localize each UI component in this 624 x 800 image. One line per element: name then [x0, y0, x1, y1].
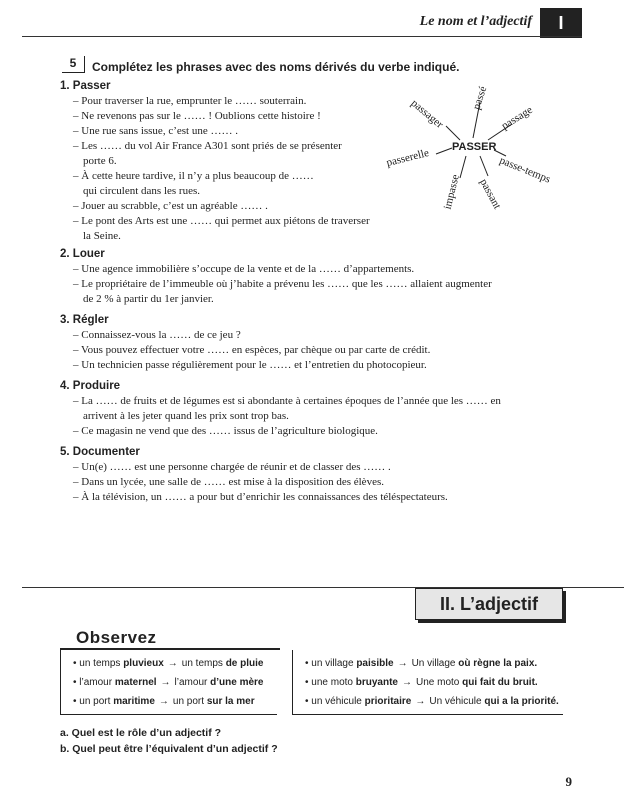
diagram-line	[460, 156, 466, 178]
exercise-item	[73, 262, 492, 277]
item-text: – Jouer au scrabble, c’est un agréable …… .	[73, 200, 268, 212]
example-equivalent: sur la mer	[206, 696, 255, 707]
exercise-item	[73, 169, 370, 199]
item-text: – Une agence immobilière s’occupe de la vente et de la …… d’appartements.	[73, 263, 415, 275]
diagram-word: passé	[470, 84, 490, 112]
verb-label: Documenter	[72, 446, 140, 458]
observez-box-right	[292, 650, 563, 715]
example-text: un temps	[181, 658, 226, 669]
section-number: 3.	[60, 314, 70, 326]
example-adjective: prioritaire	[364, 696, 412, 707]
exercise-section	[60, 446, 448, 505]
exercise-number: 5	[62, 56, 85, 73]
word-family-diagram	[380, 80, 570, 230]
exercise-item	[73, 460, 448, 475]
item-text: de 2 % à partir du 1er janvier.	[83, 293, 214, 305]
exercise-item	[73, 199, 370, 214]
item-text: – Dans un lycée, une salle de …… est mise à la disposition des élèves.	[73, 476, 384, 488]
item-text: – Un technicien passe régulièrement pour le …… et l’entretien du photocopieur.	[73, 359, 427, 371]
diagram-word: passe-temps	[497, 154, 553, 186]
item-text: – Ne revenons pas sur le …… ! Oublions cette histoire !	[73, 110, 321, 122]
section-verb	[60, 446, 448, 458]
item-text: porte 6.	[83, 155, 117, 167]
verb-label: Produire	[72, 380, 121, 392]
exercise-item	[73, 277, 492, 307]
arrow-icon: →	[160, 677, 171, 688]
example-row: • un temps pluvieux → un temps de pluie	[73, 656, 264, 672]
example-text: Un véhicule	[429, 696, 485, 707]
verb-label: Louer	[72, 248, 105, 260]
example-row: • un véhicule prioritaire → Un véhicule qui a la priorité.	[305, 694, 559, 710]
arrow-icon: →	[402, 677, 412, 688]
exercise-item	[73, 424, 501, 439]
example-equivalent: où règne la paix.	[458, 658, 538, 669]
example-text: un port	[79, 696, 114, 707]
section-number: 2.	[60, 248, 70, 260]
item-text: – Vous pouvez effectuer votre …… en espèces, par chèque ou par carte de crédit.	[73, 344, 431, 356]
diagram-word: impasse	[441, 173, 462, 211]
diagram-center: PASSER	[452, 141, 497, 153]
example-text: l’amour	[79, 677, 115, 688]
section-heading: II. L’adjectif	[415, 588, 563, 620]
example-text: l’amour	[174, 677, 211, 688]
section-verb	[60, 248, 492, 260]
item-text: – Les …… du vol Air France A301 sont priés de se présenter	[73, 140, 342, 152]
exercise-section	[60, 380, 501, 439]
example-text: une moto	[311, 677, 356, 688]
item-text: – Un(e) …… est une personne chargée de réunir et de classer des …… .	[73, 461, 391, 473]
observez-box-left	[60, 650, 277, 715]
item-text: – La …… de fruits et de légumes est si abondante à certaines époques de l’année que les …… en	[73, 395, 501, 407]
verb-label: Passer	[72, 80, 111, 92]
exercise-item	[73, 343, 430, 358]
exercise-item	[73, 139, 370, 169]
diagram-word: passage	[499, 103, 535, 133]
exercise-item	[73, 109, 370, 124]
exercise-item	[73, 358, 430, 373]
exercise-section	[60, 314, 430, 373]
diagram-word: passerelle	[385, 146, 431, 170]
exercise-item	[73, 490, 448, 505]
example-text: un temps	[79, 658, 124, 669]
section-number: 5.	[60, 446, 70, 458]
arrow-icon: →	[415, 696, 426, 707]
arrow-icon: →	[167, 658, 178, 669]
example-adjective: paisible	[356, 658, 394, 669]
example-adjective: maritime	[113, 696, 155, 707]
example-equivalent: qui a la priorité.	[484, 696, 559, 707]
example-text: un port	[172, 696, 207, 707]
example-row: • un village paisible → Un village où règne la paix.	[305, 656, 537, 672]
item-text: – À la télévision, un …… a pour but d’enrichir les connaissances des téléspectateurs.	[73, 491, 448, 503]
question-a: a. Quel est le rôle d’un adjectif ?	[60, 727, 222, 739]
example-text: Une moto	[416, 677, 463, 688]
example-adjective: pluvieux	[123, 658, 164, 669]
exercise-section	[60, 80, 370, 244]
example-text: un village	[311, 658, 357, 669]
exercise-item	[73, 475, 448, 490]
exercise-item	[73, 214, 370, 244]
section-verb	[60, 314, 430, 326]
example-adjective: maternel	[114, 677, 157, 688]
item-text: – Le pont des Arts est une …… qui permet aux piétons de traverser	[73, 215, 370, 227]
exercise-item	[73, 94, 370, 109]
exercise-instruction: Complétez les phrases avec des noms dérivés du verbe indiqué.	[92, 60, 460, 74]
exercise-item	[73, 124, 370, 139]
section-number: 4.	[60, 380, 70, 392]
item-text: – Une rue sans issue, c’est une …… .	[73, 125, 238, 137]
example-text: un véhicule	[311, 696, 365, 707]
exercise-section	[60, 248, 492, 307]
example-equivalent: de pluie	[225, 658, 264, 669]
item-text: la Seine.	[83, 230, 121, 242]
example-adjective: bruyante	[355, 677, 398, 688]
question-b: b. Quel peut être l’équivalent d’un adjectif ?	[60, 743, 278, 755]
item-text: arrivent à les jeter quand les prix sont trop bas.	[83, 410, 289, 422]
example-text: Un village	[411, 658, 459, 669]
item-text: qui circulent dans les rues.	[83, 185, 200, 197]
item-text: – Pour traverser la rue, emprunter le …… souterrain.	[73, 95, 307, 107]
diagram-line	[446, 126, 460, 140]
diagram-word: passager	[408, 97, 446, 131]
example-row: • une moto bruyante → Une moto qui fait du bruit.	[305, 675, 538, 691]
example-row: • un port maritime → un port sur la mer	[73, 694, 255, 710]
page-number: 9	[565, 774, 572, 789]
item-text: – Le propriétaire de l’immeuble où j’habite a prévenu les …… que les …… allaient augmenter	[73, 278, 492, 290]
example-equivalent: d’une mère	[210, 677, 264, 688]
section-number: 1.	[60, 80, 70, 92]
header-rule	[22, 36, 582, 37]
section-verb	[60, 80, 370, 92]
diagram-line	[436, 148, 452, 154]
diagram-word: passant	[477, 176, 504, 212]
arrow-icon: →	[158, 696, 169, 707]
item-text: – À cette heure tardive, il n’y a plus beaucoup de ……	[73, 170, 314, 182]
example-equivalent: qui fait du bruit.	[462, 677, 538, 688]
chapter-title: Le nom et l’adjectif	[419, 14, 532, 29]
chapter-number-tab: I	[540, 8, 582, 38]
diagram-line	[480, 156, 488, 176]
arrow-icon: →	[397, 658, 408, 669]
exercise-item	[73, 328, 430, 343]
section-verb	[60, 380, 501, 392]
verb-label: Régler	[72, 314, 109, 326]
item-text: – Ce magasin ne vend que des …… issus de l’agriculture biologique.	[73, 425, 378, 437]
item-text: – Connaissez-vous la …… de ce jeu ?	[73, 329, 241, 341]
exercise-item	[73, 394, 501, 424]
observez-title: Observez	[76, 628, 157, 647]
example-row: • l’amour maternel → l’amour d’une mère	[73, 675, 263, 691]
